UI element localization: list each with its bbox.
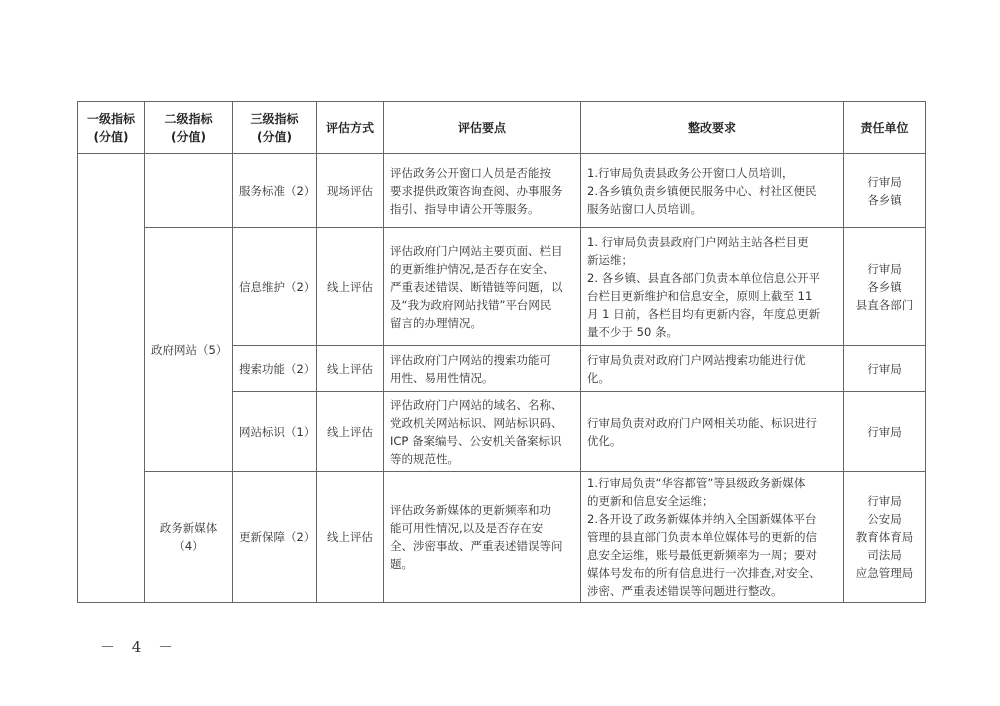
method-cell [317,346,384,392]
points-cell [384,472,581,603]
cell-text-line: 化。 [587,370,610,385]
cell-text-line: 线上评估 [327,279,373,294]
cell-text-line: 1.行审局负责县政务公开窗口人员培训， [587,165,794,180]
requirements-cell [581,392,844,472]
cell-text-line: 行审局负责对政府门户网站搜索功能进行优 [587,352,806,367]
cell-text-line: 2.各乡镇负责乡镇便民服务中心、村社区便民 [587,183,817,198]
cell-text-line: 线上评估 [327,424,373,439]
cell-text-line: 更新保障（2） [239,530,316,544]
cell-text-line: 二级指标 [164,111,213,126]
cell-text-line: 行审局 [867,361,902,376]
cell-text-line: 媒体号发布的所有信息进行一次排查,对安全、 [587,566,821,580]
requirements-cell [581,228,844,346]
units-cell [844,392,926,472]
units-cell [844,228,926,346]
cell-text-line: 的更新维护情况,是否存在安全、 [390,261,555,276]
level1-cell [78,154,145,603]
cell-text-line: 1. 行审局负责县政府门户网站主站各栏目更 [587,234,809,249]
cell-text-line: 线上评估 [327,361,373,376]
requirements-cell [581,472,844,603]
cell-text-line: 信息维护（2） [239,279,316,294]
table-row [78,154,926,228]
page-number: － 4 － [100,638,180,656]
method-cell [317,392,384,472]
level3-cell [233,228,317,346]
cell-text-line: 优化。 [587,433,622,448]
cell-text-line: 政务新媒体 [159,521,218,535]
cell-text-line: 司法局 [867,548,902,562]
points-cell [384,228,581,346]
cell-text-line: 评估政务新媒体的更新频率和功 [390,503,551,517]
cell-text-line: 政府网站（5） [151,342,228,357]
level3-cell [233,472,317,603]
cell-text-line: 评估政府门户网站主要页面、栏目 [390,243,563,258]
cell-text-line: （4） [173,539,204,553]
cell-text-line: 责任单位 [860,120,909,135]
header-requirements [581,102,844,154]
table-row [78,472,926,603]
cell-text-line: ICP 备案编号、公安机关备案标识 [390,433,562,448]
method-cell [317,472,384,603]
units-cell [844,346,926,392]
cell-text-line: 行审局 [867,424,902,439]
evaluation-table [77,101,926,603]
cell-text-line: 2. 各乡镇、县直各部门负责本单位信息公开平 [587,270,821,285]
header-points [384,102,581,154]
points-cell [384,392,581,472]
cell-text-line: 量不少于 50 条。 [587,324,678,339]
level2-cell [145,228,233,472]
cell-text-line: 管理的县直部门负责本单位媒体号的更新的信 [587,530,817,544]
cell-text-line: 网站标识（1） [239,424,316,439]
points-cell [384,346,581,392]
cell-text-line: (分值) [171,129,206,144]
requirements-cell [581,154,844,228]
cell-text-line: 评估政府门户网站的搜索功能可 [390,352,551,367]
level2-cell [145,154,233,228]
cell-text-line: 行审局 [867,494,902,508]
cell-text-line: 一级指标 [86,111,135,126]
cell-text-line: 指引、指导申请公开等服务。 [390,201,540,216]
cell-text-line: 服务标准（2） [239,183,316,198]
requirements-cell [581,346,844,392]
cell-text-line: 全、涉密事故、严重表述错误等问 [390,539,563,553]
cell-text-line: 及“我为政府网站找错”平台网民 [390,297,552,312]
level3-cell [233,154,317,228]
cell-text-line: 各乡镇 [867,279,902,294]
cell-text-line: 月 1 日前，各栏目均有更新内容，年度总更新 [587,306,821,321]
cell-text-line: 教育体育局 [855,530,914,544]
cell-text-line: 严重表述错误、断错链等问题，以 [390,279,563,294]
cell-text-line: 台栏目更新维护和信息安全，原则上截至 11 [587,288,813,303]
header-level2 [145,102,233,154]
cell-text-line: 息安全运维，账号最低更新频率为一周；要对 [587,548,817,562]
cell-text-line: 留言的办理情况。 [390,315,482,330]
cell-text-line: 1.行审局负责“华容都管”等县级政务新媒体 [587,476,806,490]
level3-cell [233,346,317,392]
cell-text-line: 现场评估 [327,183,373,198]
method-cell [317,228,384,346]
table-header-row [78,102,926,154]
table-row [78,228,926,346]
header-level1 [78,102,145,154]
cell-text-line: 党政机关网站标识、网站标识码、 [390,415,563,430]
cell-text-line: 县直各部门 [855,297,914,312]
cell-text-line: 各乡镇 [867,192,902,207]
cell-text-line: (分值) [257,129,292,144]
cell-text-line: 的更新和信息安全运维； [587,494,714,508]
cell-text-line: 用性、易用性情况。 [390,370,494,385]
cell-text-line: (分值) [93,129,129,144]
cell-text-line: 要求提供政策咨询查阅、办事服务 [390,183,563,198]
cell-text-line: 评估要点 [457,120,506,135]
header-units [844,102,926,154]
cell-text-line: 题。 [390,557,413,571]
level2-cell [145,472,233,603]
header-method [317,102,384,154]
cell-text-line: 2.各开设了政务新媒体并纳入全国新媒体平台 [587,512,817,526]
header-level3 [233,102,317,154]
cell-text-line: 等的规范性。 [390,451,459,466]
cell-text-line: 公安局 [867,512,902,526]
cell-text-line: 线上评估 [327,530,373,544]
cell-text-line: 涉密、严重表述错误等问题进行整改。 [587,584,783,598]
cell-text-line: 评估政务公开窗口人员是否能按 [390,165,551,180]
level3-cell [233,392,317,472]
cell-text-line: 评估方式 [325,120,374,135]
cell-text-line: 行审局 [867,174,902,189]
cell-text-line: 评估政府门户网站的域名、名称、 [390,397,563,412]
cell-text-line: 三级指标 [250,111,299,126]
cell-text-line: 整改要求 [687,120,736,135]
cell-text-line: 新运维； [587,252,633,267]
cell-text-line: 能可用性情况,以及是否存在安 [390,521,544,535]
cell-text-line: 行审局负责对政府门户网相关功能、标识进行 [587,415,817,430]
units-cell [844,154,926,228]
units-cell [844,472,926,603]
points-cell [384,154,581,228]
cell-text-line: 搜索功能（2） [239,361,316,376]
cell-text-line: 服务站窗口人员培训。 [587,201,702,216]
cell-text-line: 应急管理局 [855,566,914,580]
method-cell [317,154,384,228]
cell-text-line: 行审局 [867,261,902,276]
